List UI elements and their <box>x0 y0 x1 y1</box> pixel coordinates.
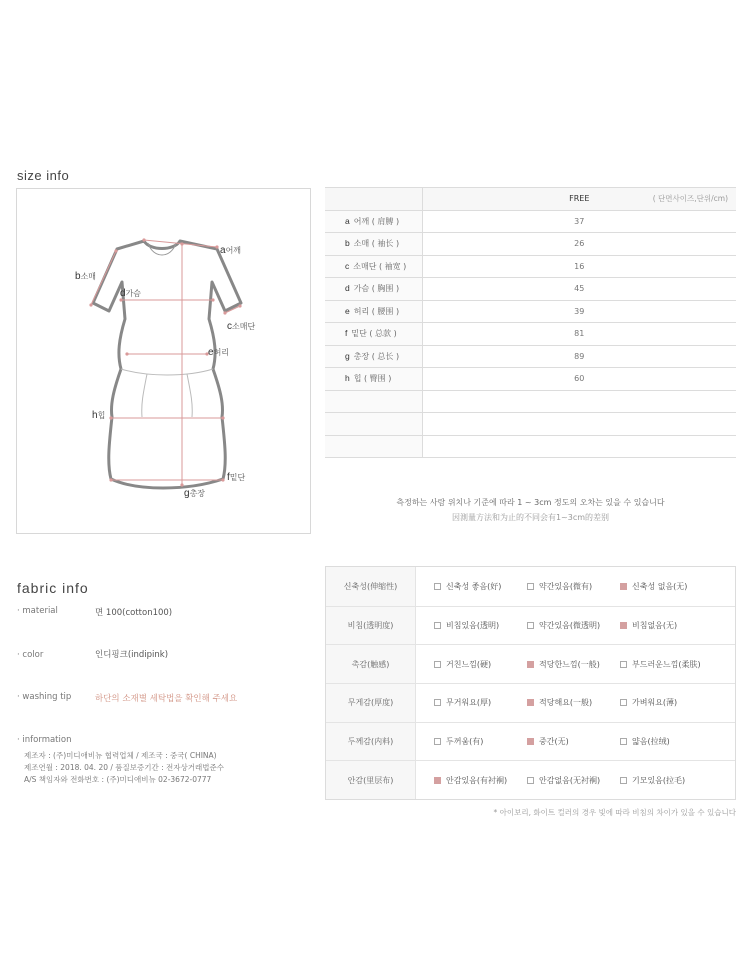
fabric-option-label: 비침없음(无) <box>632 621 678 631</box>
label-d: d가슴 <box>120 288 142 299</box>
info-line: 제조자 : (주)미디애비뉴 협력업체 / 제조국 : 중국( CHINA) <box>24 751 217 760</box>
checked-box-icon <box>527 738 534 745</box>
measurement-note-ko: 측정하는 사람 위치나 기준에 따라 1 ~ 3cm 정도의 오차는 있을 수 있습니다 <box>396 498 665 507</box>
fabric-option-label: 약간있음(微有) <box>539 581 593 591</box>
fabric-option <box>620 775 713 786</box>
fabric-category: 안감(里层布) <box>326 761 416 799</box>
fabric-option-label: 약간있음(微透明) <box>539 621 601 631</box>
fabric-category: 신축성(伸缩性) <box>326 567 416 606</box>
fabric-option <box>620 697 713 708</box>
table-row: e 허리 ( 腰围 ) 39 <box>325 300 736 323</box>
checkbox-icon <box>527 777 534 784</box>
dress-outline-icon <box>17 189 312 535</box>
checkbox-icon <box>620 738 627 745</box>
fabric-option <box>527 736 620 747</box>
table-row: a 어깨 ( 肩膊 ) 37 <box>325 210 736 233</box>
fabric-option <box>620 659 713 670</box>
table-row-empty <box>325 435 736 458</box>
washing-tip-value: 하단의 소재별 세탁법을 확인해 주세요 <box>95 694 238 704</box>
checkbox-icon <box>527 583 534 590</box>
material-label: · material <box>17 606 58 616</box>
fabric-option-label: 가벼워요(薄) <box>632 698 678 708</box>
fabric-option-label: 얇음(拉绒) <box>632 737 670 747</box>
checkbox-icon <box>434 661 441 668</box>
fabric-option-label: 신축성 없음(无) <box>632 581 688 591</box>
checkbox-icon <box>620 699 627 706</box>
fabric-row <box>326 722 735 761</box>
fabric-footnote: * 아이보리, 화이트 컬러의 경우 빛에 따라 비침의 차이가 있을 수 있습니다 <box>493 808 736 817</box>
size-table-header <box>325 188 736 211</box>
fabric-category: 무게감(厚度) <box>326 684 416 722</box>
fabric-row <box>326 567 735 606</box>
material-value: 면 100(cotton100) <box>95 608 173 618</box>
table-row: h 힙 ( 臀围 ) 60 <box>325 368 736 391</box>
label-a: a어깨 <box>220 245 242 256</box>
fabric-option-label: 무거워요(厚) <box>446 698 492 708</box>
size-info-title: size info <box>17 168 70 183</box>
table-row: d 가슴 ( 胸围 ) 45 <box>325 278 736 301</box>
fabric-option <box>620 581 713 592</box>
checked-box-icon <box>527 699 534 706</box>
color-label: · color <box>17 650 44 660</box>
fabric-option-label: 신축성 좋음(好) <box>446 581 502 591</box>
checkbox-icon <box>620 777 627 784</box>
fabric-option-label: 중간(无) <box>539 737 569 747</box>
checked-box-icon <box>620 622 627 629</box>
label-b: b소매 <box>75 271 97 282</box>
fabric-option-label: 기모있음(拉毛) <box>632 775 686 785</box>
checkbox-icon <box>434 622 441 629</box>
fabric-option <box>434 697 527 708</box>
table-row: f 밑단 ( 总款 ) 81 <box>325 323 736 346</box>
table-row-empty <box>325 413 736 436</box>
fabric-option <box>527 581 620 592</box>
information-lines <box>24 750 224 786</box>
fabric-option <box>527 775 620 786</box>
fabric-row <box>326 760 735 799</box>
fabric-option-label: 비침있음(透明) <box>446 621 500 631</box>
fabric-option <box>434 659 527 670</box>
checked-box-icon <box>434 777 441 784</box>
fabric-option-label: 부드러운느낌(柔肤) <box>632 659 701 669</box>
color-value: 인디핑크(indipink) <box>95 650 169 660</box>
fabric-category: 두께감(内料) <box>326 723 416 761</box>
fabric-grid <box>325 566 736 800</box>
table-row-empty <box>325 390 736 413</box>
info-line: 제조연월 : 2018. 04. 20 / 품질보증기간 : 전자상거래법준수 <box>24 763 225 772</box>
checked-box-icon <box>620 583 627 590</box>
label-c: c소매단 <box>227 321 256 332</box>
fabric-category: 촉감(触感) <box>326 645 416 683</box>
fabric-option <box>434 620 527 631</box>
fabric-option <box>527 620 620 631</box>
fabric-info-title: fabric info <box>17 580 89 596</box>
fabric-option <box>620 736 713 747</box>
fabric-option-label: 안감있음(有衬裥) <box>446 775 508 785</box>
fabric-category: 비침(透明度) <box>326 607 416 645</box>
fabric-option <box>527 659 620 670</box>
checkbox-icon <box>434 699 441 706</box>
fabric-option-label: 적당해요(一般) <box>539 698 593 708</box>
fabric-row <box>326 644 735 683</box>
fabric-option-label: 안감없음(无衬裥) <box>539 775 601 785</box>
dress-illustration <box>16 188 311 534</box>
checkbox-icon <box>434 583 441 590</box>
label-h: h힙 <box>92 410 106 421</box>
table-row: c 소매단 ( 袖宽 ) 16 <box>325 255 736 278</box>
table-row: b 소매 ( 袖长 ) 26 <box>325 233 736 256</box>
unit-note: ( 단면사이즈,단위/cm) <box>652 194 728 203</box>
fabric-option-label: 적당한느낌(一般) <box>539 659 600 669</box>
info-line: A/S 책임자와 전화번호 : (주)미디애비뉴 02-3672-0777 <box>24 775 212 784</box>
checkbox-icon <box>527 622 534 629</box>
fabric-option <box>620 620 713 631</box>
label-e: e허리 <box>208 347 230 358</box>
washing-tip-label: · washing tip <box>17 692 72 702</box>
fabric-option <box>434 581 527 592</box>
fabric-option <box>527 697 620 708</box>
fabric-option-label: 두꺼움(有) <box>446 737 484 747</box>
checkbox-icon <box>620 661 627 668</box>
information-label: · information <box>17 735 72 745</box>
label-f: f밑단 <box>227 472 246 483</box>
measurement-note-zh: 因測量方法和为止的不同会有1~3cm的差别 <box>451 513 610 522</box>
fabric-option <box>434 736 527 747</box>
fabric-option-label: 거친느낌(硬) <box>446 659 492 669</box>
size-table <box>325 187 736 458</box>
checkbox-icon <box>434 738 441 745</box>
label-g: g총장 <box>184 488 206 499</box>
fabric-option <box>434 775 527 786</box>
fabric-row <box>326 683 735 722</box>
checked-box-icon <box>527 661 534 668</box>
fabric-row <box>326 606 735 645</box>
column-free: FREE <box>569 194 590 204</box>
table-row: g 총장 ( 总长 ) 89 <box>325 345 736 368</box>
